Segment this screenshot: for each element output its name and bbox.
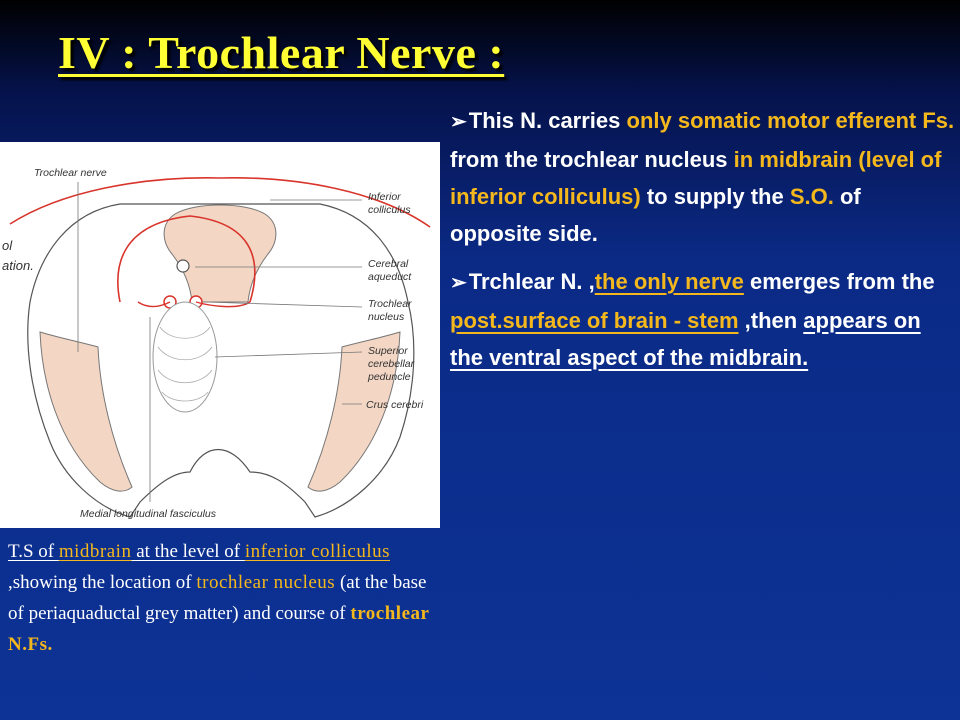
label-cerebral-aqueduct-2: aqueduct [368,271,412,283]
arrow-bullet-icon: ➢ [450,111,467,133]
caption-text-d: (at the base of periaquaductal grey matter) and course of [8,572,427,624]
label-inferior-colliculus-2: colliculus [368,204,411,216]
label-cerebral-aqueduct-1: Cerebral [368,258,409,270]
bullet-2-highlight-b: post.surface of brain - stem [450,308,739,333]
label-trochlear-nucleus-2: nucleus [368,311,405,323]
cerebral-aqueduct [177,260,189,272]
bullet-2-text-b: emerges from the [743,269,935,294]
bullet-2-text-c: ,then [738,308,804,333]
midbrain-cross-section [0,142,440,528]
slide-title: IV : Trochlear Nerve : [58,27,505,78]
bullet-1-text-d: of opposite side. [450,184,861,246]
label-inferior-colliculus-1: Inferior [368,191,401,203]
margin-note-1: ol [2,238,13,253]
bullet-1-highlight-a: only somatic motor efferent Fs. [626,108,955,133]
bullet-2-text-a: Trchlear N. , [468,269,595,294]
caption-text-b: at the level of [131,541,245,562]
caption-highlight-midbrain: midbrain [58,541,132,562]
margin-note-2: ation. [2,258,34,273]
label-mlf: Medial longitudinal fasciculus [80,508,216,520]
label-sup-cerebellar-2: cerebellar [368,358,415,370]
midbrain-diagram [0,142,440,528]
label-trochlear-nucleus-1: Trochlear [368,298,412,310]
caption-text-a: T.S of [8,541,59,562]
bullet-1-text-a: This N. carries [468,108,627,133]
bullet-item-2 [450,263,955,376]
bullet-1-text-c: to supply the [640,184,790,209]
label-sup-cerebellar-3: peduncle [368,371,411,383]
bullet-item-1 [450,102,955,252]
caption-text-c: ,showing the location of [8,572,197,593]
figure-caption [8,536,433,660]
arrow-bullet-icon: ➢ [450,272,467,294]
caption-highlight-trochlear-nfs: trochlear N.Fs. [8,603,430,655]
label-sup-cerebellar-1: Superior [368,345,408,357]
bullet-2-text-underlined: appears on the ventral aspect of the midbrain. [450,308,921,370]
superior-cerebellar-peduncle [153,302,217,412]
bullet-1-highlight-c: S.O. [789,184,834,209]
label-crus-cerebri: Crus cerebri [366,399,424,411]
bullet-2-highlight-a: the only nerve [594,269,744,294]
caption-highlight-inferior-colliculus: inferior colliculus [244,541,390,562]
bullet-1-highlight-b: in midbrain (level of inferior colliculus) [450,147,942,209]
bullet-1-text-b: from the trochlear nucleus [450,147,734,172]
caption-highlight-trochlear-nucleus: trochlear nucleus [196,572,336,593]
label-trochlear-nerve: Trochlear nerve [34,167,107,179]
bullet-list [450,102,955,376]
